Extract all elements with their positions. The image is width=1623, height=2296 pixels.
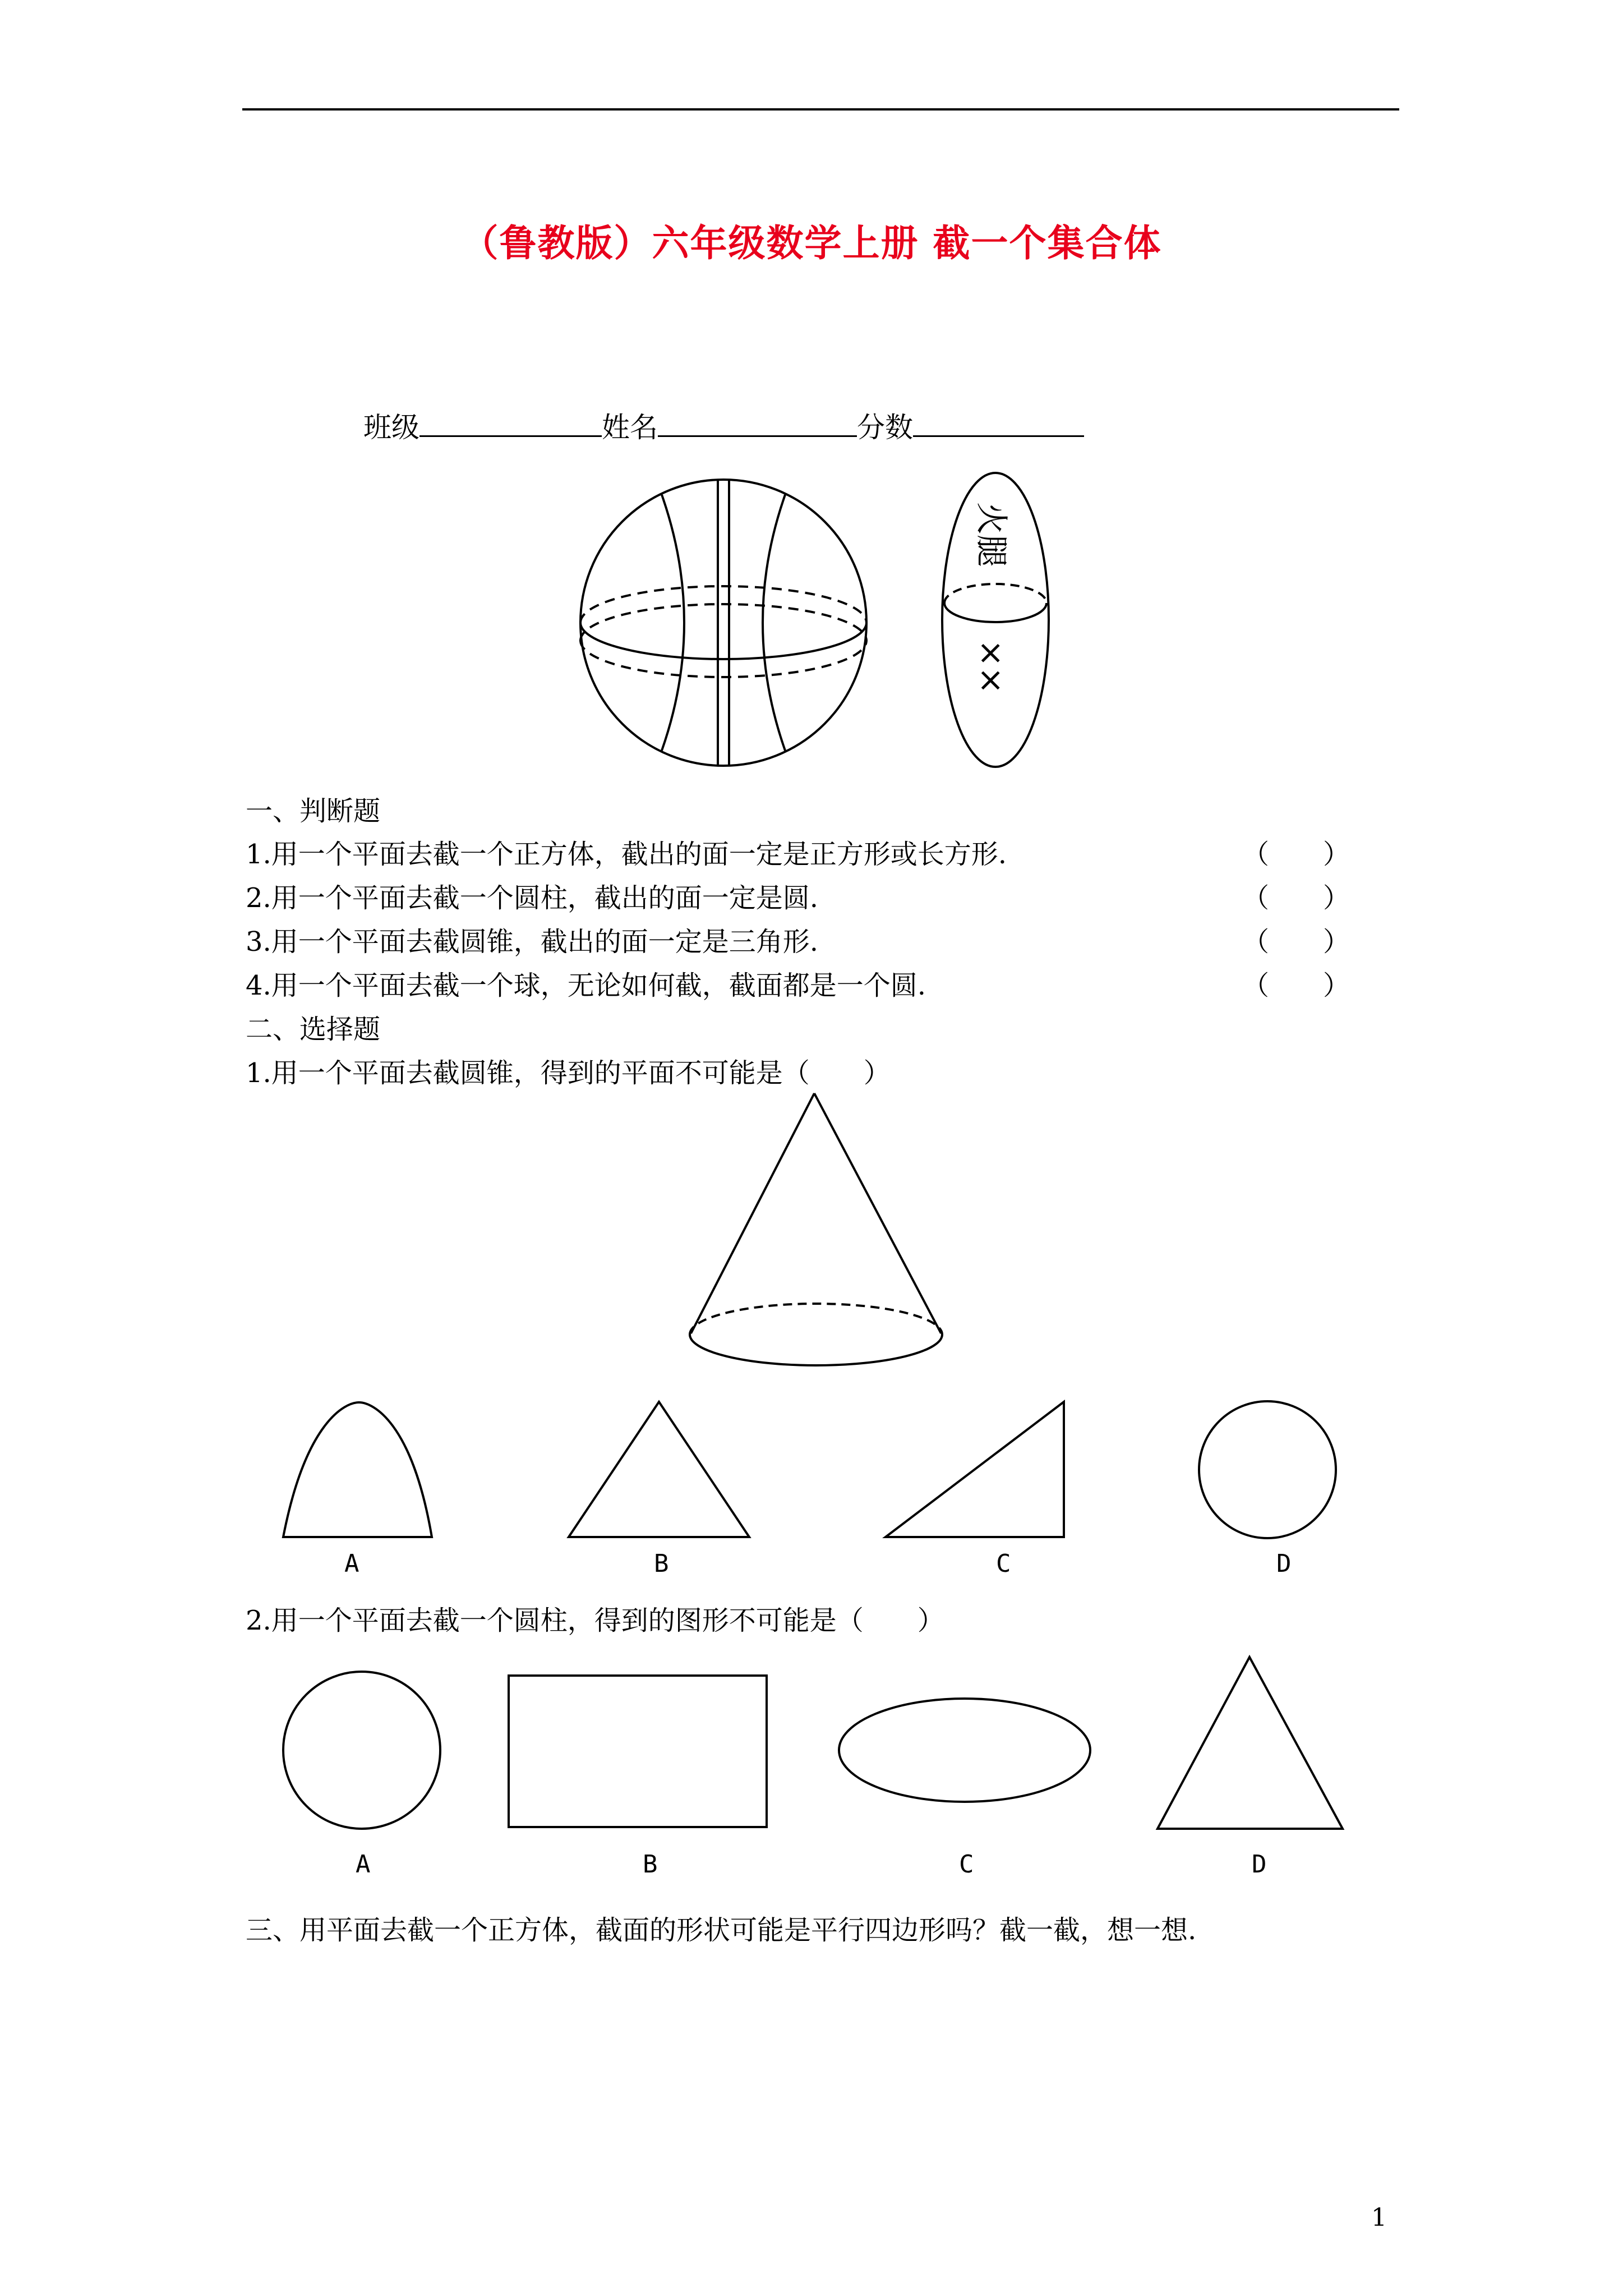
cone-figure <box>684 1091 948 1383</box>
option-a-parabola-shape <box>283 1400 435 1540</box>
q2-option-b-rectangle-shape <box>508 1674 768 1829</box>
choice-question-1: 1.用一个平面去截圆锥，得到的平面不可能是（ ） <box>246 1057 891 1089</box>
choice-question-2: 2.用一个平面去截一个圆柱，得到的图形不可能是（ ） <box>246 1605 944 1636</box>
judge-item-1: 1.用一个平面去截一个正方体，截出的面一定是正方形或长方形. <box>246 839 1007 870</box>
section3-heading: 三、用平面去截一个正方体，截面的形状可能是平行四边形吗？截一截，想一想. <box>246 1915 1197 1946</box>
q2-option-b-label[interactable]: B <box>643 1850 658 1879</box>
option-c-right-triangle-shape <box>883 1400 1068 1540</box>
page-number: 1 <box>1371 2203 1387 2232</box>
judge-item-3: 3.用一个平面去截圆锥，截出的面一定是三角形. <box>246 926 819 958</box>
class-label: 班级 <box>363 411 419 444</box>
q1-option-b-label[interactable]: B <box>654 1549 669 1578</box>
q2-option-a-label[interactable]: A <box>356 1850 371 1879</box>
q1-option-d-label[interactable]: D <box>1276 1549 1292 1578</box>
q2-option-a-circle-shape <box>280 1669 443 1832</box>
name-label: 姓名 <box>602 411 658 444</box>
section2-heading: 二、选择题 <box>246 1014 381 1045</box>
q1-option-a-label[interactable]: A <box>344 1549 359 1578</box>
student-info-line <box>363 405 1084 445</box>
q1-option-c-label[interactable]: C <box>996 1549 1011 1578</box>
top-rule <box>242 108 1399 111</box>
q2-option-c-ellipse-shape <box>836 1694 1094 1806</box>
section1-heading: 一、判断题 <box>246 795 381 827</box>
q2-option-d-label[interactable]: D <box>1252 1850 1267 1879</box>
q2-option-c-label[interactable]: C <box>959 1850 974 1879</box>
page-title: （鲁教版）六年级数学上册 截一个集合体 <box>461 221 1162 265</box>
class-blank <box>419 430 602 437</box>
ham-brand-mark: ×× <box>972 639 1011 694</box>
judge-answer-2[interactable]: （ ） <box>1242 882 1350 914</box>
basketball-figure <box>578 477 869 769</box>
score-label: 分数 <box>857 411 913 444</box>
judge-item-2: 2.用一个平面去截一个圆柱，截出的面一定是圆. <box>246 882 819 914</box>
judge-answer-3[interactable]: （ ） <box>1242 926 1350 958</box>
score-blank <box>913 430 1084 437</box>
name-blank <box>658 430 857 437</box>
judge-answer-1[interactable]: （ ） <box>1242 839 1350 870</box>
option-b-triangle-shape <box>566 1400 751 1540</box>
judge-item-4: 4.用一个平面去截一个球，无论如何截，截面都是一个圆. <box>246 970 926 1001</box>
judge-answer-4[interactable]: （ ） <box>1242 970 1350 1001</box>
ham-label: 火腿 <box>972 502 1011 568</box>
option-d-circle-shape <box>1195 1397 1340 1543</box>
ham-figure <box>937 468 1054 771</box>
q2-option-d-triangle-shape <box>1155 1655 1346 1832</box>
